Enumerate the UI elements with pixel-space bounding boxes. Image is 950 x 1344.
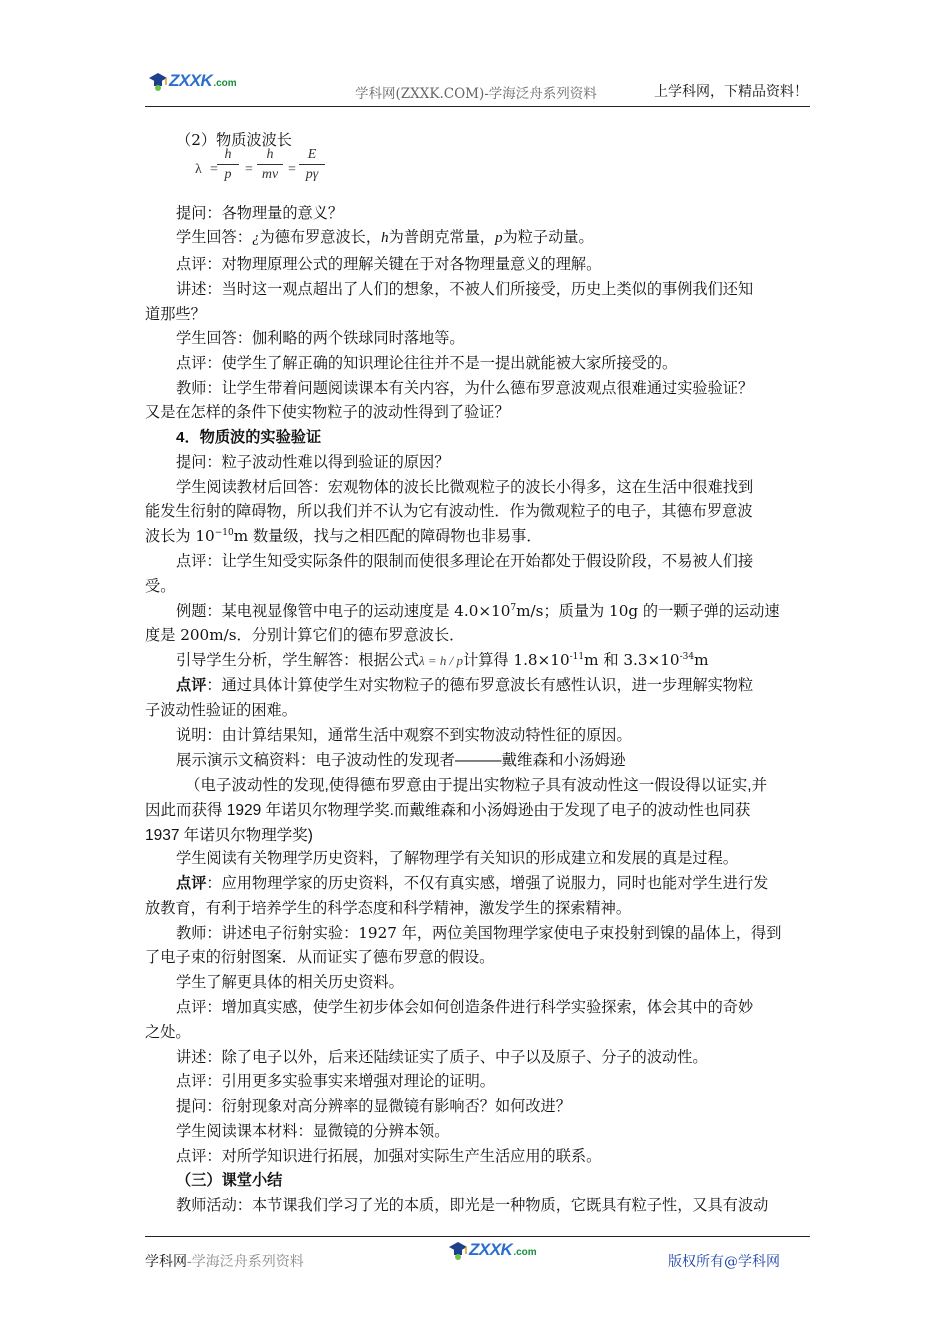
paragraph: 引导学生分析，学生解答：根据公式λ = h / p计算得 $1.8\times 10^{-11}m$ 和 $3.3\times 10^{-34}m$ xyxy=(176,651,709,669)
graduation-cap-icon xyxy=(147,70,169,92)
wavelength-formula: λ = $\frac{h}{p}$ = $\frac{h}{mv}$ = $\frac{E}{p\gamma}$ xyxy=(195,147,385,195)
paragraph: 了电子束的衍射图案．从而证实了德布罗意的假设。 xyxy=(145,948,495,966)
paragraph: 学生阅读有关物理学历史资料，了解物理学有关知识的形成建立和发展的真是过程。 xyxy=(176,849,738,867)
paragraph: 学生回答：¿为德布罗意波长，h为普朗克常量，p为粒子动量。 xyxy=(176,228,594,246)
paragraph: 点评：使学生了解正确的知识理论往往并不是一提出就能被大家所接受的。 xyxy=(176,354,678,372)
paragraph: 点评：增加真实感，使学生初步体会如何创造条件进行科学实验探索，体会其中的奇妙 xyxy=(176,998,754,1016)
header-slogan: 上学科网，下精品资料！ xyxy=(654,84,808,100)
paragraph: 波长为 $10^{-10}m$ 数量级，找与之相匹配的障碍物也非易事． xyxy=(145,527,542,545)
paragraph: 学生了解更具体的相关历史资料。 xyxy=(176,973,404,991)
graduation-cap-icon xyxy=(447,1239,469,1261)
paragraph: 学生阅读课本材料：显微镜的分辨本领。 xyxy=(176,1122,450,1140)
paragraph: 点评：引用更多实验事实来增强对理论的证明。 xyxy=(176,1072,495,1090)
page-header xyxy=(145,64,810,107)
footer-left: 学科网-学海泛舟系列资料 xyxy=(145,1254,304,1270)
paragraph: 因此而获得 1929 年诺贝尔物理学奖.而戴维森和小汤姆逊由于发现了电子的波动性也同获 xyxy=(145,802,751,819)
logo-domain: .com xyxy=(513,1246,537,1258)
paragraph: 点评：对所学知识进行拓展，加强对实际生产生活应用的联系。 xyxy=(176,1147,602,1165)
paragraph: 教师：让学生带着问题阅读课本有关内容，为什么德布罗意波观点很难通过实验验证？ xyxy=(176,379,754,397)
paragraph: 学生回答：伽利略的两个铁球同时落地等。 xyxy=(176,329,465,347)
paragraph: 能发生衍射的障碍物，所以我们并不认为它有波动性．作为微观粒子的电子，其德布罗意波 xyxy=(145,502,753,520)
section-heading: 4．物质波的实验验证 xyxy=(176,429,322,446)
page-footer xyxy=(145,1236,810,1277)
paragraph: 讲述：当时这一观点超出了人们的想象，不被人们所接受，历史上类似的事例我们还知 xyxy=(176,280,754,298)
logo-text: ZXXK xyxy=(169,71,213,90)
paragraph: 点评：应用物理学家的历史资料，不仅有真实感，增强了说服力，同时也能对学生进行发 xyxy=(176,874,769,892)
header-site-name: 学科网(ZXXK.COM)-学海泛舟系列资料 xyxy=(355,86,597,102)
logo-domain: .com xyxy=(213,77,237,89)
paragraph: 又是在怎样的条件下使实物粒子的波动性得到了验证？ xyxy=(145,403,510,421)
paragraph: （电子波动性的发现,使得德布罗意由于提出实物粒子具有波动性这一假设得以证实,并 xyxy=(185,777,768,794)
zxxk-logo xyxy=(147,70,237,92)
paragraph: 度是 200m/s．分别计算它们的德布罗意波长． xyxy=(145,626,465,644)
paragraph: 说明：由计算结果知，通常生活中观察不到实物波动特性征的原因。 xyxy=(176,726,632,744)
paragraph: 教师：讲述电子衍射实验：1927 年，两位美国物理学家使电子束投射到镍的晶体上，得到 xyxy=(176,924,782,942)
paragraph: 受。 xyxy=(145,577,176,595)
paragraph: 展示演示文稿资料：电子波动性的发现者———戴维森和小汤姆逊 xyxy=(176,752,626,769)
logo-text: ZXXK xyxy=(469,1240,513,1259)
paragraph: 子波动性验证的困难。 xyxy=(145,701,297,719)
paragraph: 提问：粒子波动性难以得到验证的原因？ xyxy=(176,453,450,471)
paragraph: 学生阅读教材后回答：宏观物体的波长比微观粒子的波长小得多，这在生活中很难找到 xyxy=(176,478,754,496)
paragraph: 讲述：除了电子以外，后来还陆续证实了质子、中子以及原子、分子的波动性。 xyxy=(176,1048,708,1066)
paragraph: 点评：让学生知受实际条件的限制而使很多理论在开始都处于假设阶段，不易被人们接 xyxy=(176,552,754,570)
section-heading: （三）课堂小结 xyxy=(176,1172,283,1189)
paragraph: 放教育，有利于培养学生的科学态度和科学精神，激发学生的探索精神。 xyxy=(145,899,631,917)
paragraph: 之处。 xyxy=(145,1023,191,1041)
paragraph: （2）物质波波长 xyxy=(176,131,292,149)
paragraph: 道那些？ xyxy=(145,305,206,323)
footer-copyright: 版权所有@学科网 xyxy=(668,1254,780,1270)
paragraph: 教师活动：本节课我们学习了光的本质，即光是一种物质，它既具有粒子性，又具有波动 xyxy=(176,1196,769,1214)
paragraph: 例题：某电视显像管中电子的运动速度是 $4.0\times 10^7m/s$；质量为 10g 的一颗子弹的运动速 xyxy=(176,602,780,620)
paragraph: 点评：对物理原理公式的理解关键在于对各物理量意义的理解。 xyxy=(176,255,602,273)
paragraph: 提问：各物理量的意义？ xyxy=(176,204,344,222)
paragraph: 提问：衍射现象对高分辨率的显微镜有影响否？如何改进？ xyxy=(176,1097,571,1115)
paragraph: 1937 年诺贝尔物理学奖) xyxy=(145,827,313,844)
paragraph: 点评：通过具体计算使学生对实物粒子的德布罗意波长有感性认识，进一步理解实物粒 xyxy=(176,676,754,694)
zxxk-logo xyxy=(447,1239,537,1261)
